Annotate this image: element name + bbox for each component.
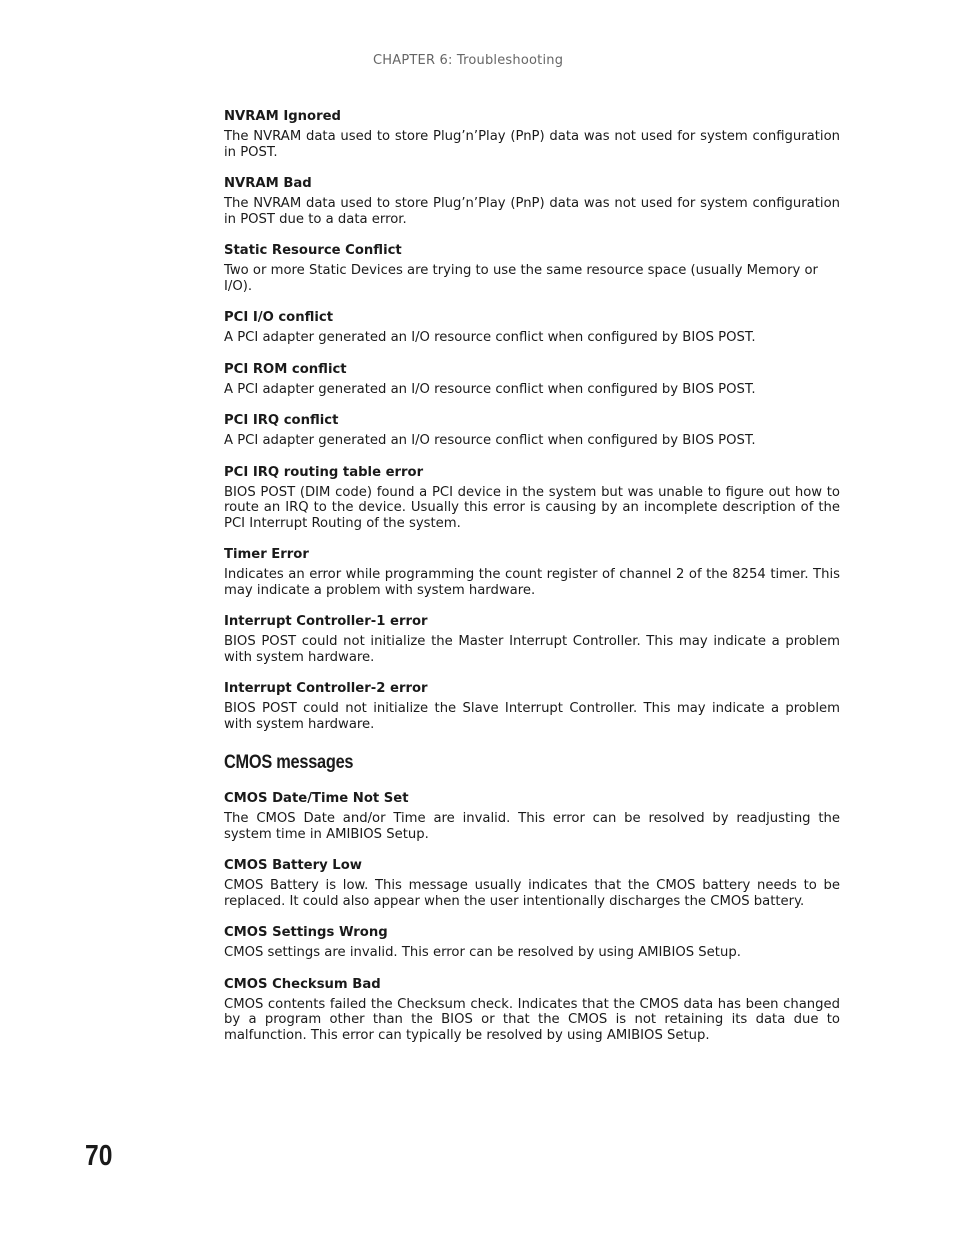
error-title: CMOS Date/Time Not Set [224, 791, 409, 806]
error-entry [224, 362, 840, 398]
error-description: Indicates an error while programming the count register of channel 2 of the 8254 timer. This may indicate a problem with system hardware. [224, 567, 840, 598]
error-entry [224, 977, 840, 1044]
error-description: BIOS POST could not initialize the Master Interrupt Controller. This may indicate a problem with system hardware. [224, 634, 840, 665]
error-entry [224, 310, 840, 346]
error-title: CMOS Settings Wrong [224, 925, 388, 940]
error-entry [224, 547, 840, 598]
error-description: BIOS POST (DIM code) found a PCI device in the system but was unable to figure out how to route an IRQ to the device. Usually this error is causing by an incomplete description of the PCI Interrupt Routing of the system. [224, 484, 840, 531]
error-description: CMOS Battery is low. This message usually indicates that the CMOS battery needs to be replaced. It could also appear when the user intentionally discharges the CMOS battery. [224, 878, 840, 909]
error-description: Two or more Static Devices are trying to use the same resource space (usually Memory or I/O). [224, 263, 818, 294]
error-entry [224, 109, 840, 160]
error-description: The NVRAM data used to store Plug’n’Play (PnP) data was not used for system configuration in POST. [224, 129, 840, 160]
error-title: PCI IRQ routing table error [224, 464, 424, 480]
error-title: CMOS Battery Low [224, 858, 362, 873]
error-title: PCI IRQ conflict [224, 413, 339, 428]
error-description: A PCI adapter generated an I/O resource conflict when configured by BIOS POST. [224, 433, 756, 448]
error-entry [224, 925, 840, 961]
page-number: 70 [85, 1140, 113, 1172]
error-entry [224, 614, 840, 665]
error-title: Timer Error [224, 547, 309, 562]
error-description: A PCI adapter generated an I/O resource conflict when configured by BIOS POST. [224, 381, 756, 397]
error-title: PCI ROM conflict [224, 361, 347, 377]
error-description: CMOS settings are invalid. This error can be resolved by using AMIBIOS Setup. [224, 945, 741, 960]
error-title: Interrupt Controller-1 error [224, 614, 428, 629]
running-header: CHAPTER 6: Troubleshooting [373, 53, 564, 68]
error-entry [224, 681, 840, 732]
error-title: Interrupt Controller-2 error [224, 681, 428, 696]
error-description: BIOS POST could not initialize the Slave Interrupt Controller. This may indicate a problem with system hardware. [224, 701, 840, 732]
error-title: Static Resource Conflict [224, 243, 402, 258]
error-title: CMOS Checksum Bad [224, 976, 381, 992]
error-entry [224, 243, 840, 294]
error-entry [224, 858, 840, 909]
error-title: NVRAM Bad [224, 176, 312, 191]
error-entry [224, 465, 840, 532]
section-heading: CMOS messages [224, 752, 354, 773]
error-entry [224, 413, 840, 449]
page-content [224, 109, 840, 1059]
error-description: The NVRAM data used to store Plug’n’Play (PnP) data was not used for system configuration in POST due to a data error. [224, 196, 840, 227]
error-title: PCI I/O conflict [224, 310, 334, 325]
error-description: CMOS contents failed the Checksum check. Indicates that the CMOS data has been changed by a program other than the BIOS or that the CMOS is not retaining its data due to malfunction. This error can typically be resolved by using AMIBIOS Setup. [224, 996, 840, 1043]
error-title: NVRAM Ignored [224, 109, 342, 124]
error-entry [224, 176, 840, 227]
error-description: A PCI adapter generated an I/O resource conflict when configured by BIOS POST. [224, 330, 756, 345]
error-description: The CMOS Date and/or Time are invalid. This error can be resolved by readjusting the system time in AMIBIOS Setup. [224, 811, 840, 842]
error-entry [224, 791, 840, 842]
